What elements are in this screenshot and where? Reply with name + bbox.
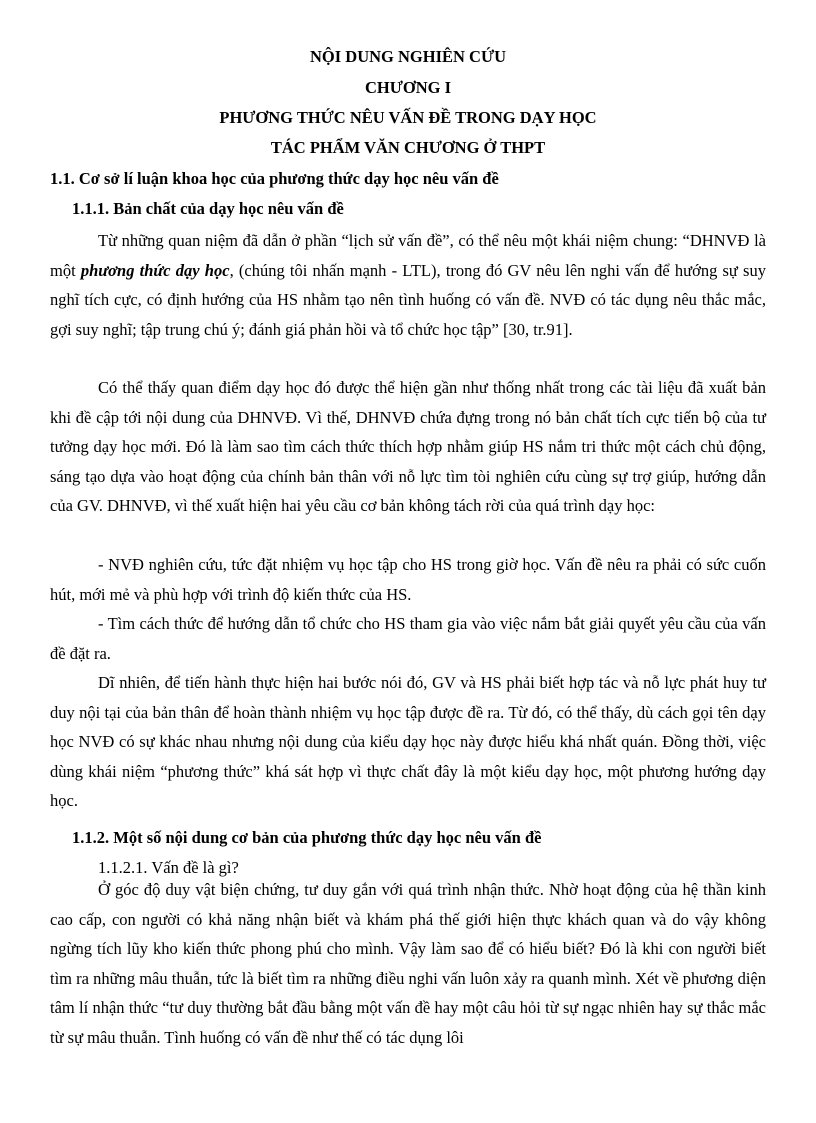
section-heading-1-1-1: 1.1.1. Bản chất của dạy học nêu vấn đề [72,199,344,218]
paragraph-5: Dĩ nhiên, để tiến hành thực hiện hai bước nói đó, GV và HS phải biết hợp tác và nỗ lực phát huy tư duy nội tại của bản thân để hoàn thành nhiệm vụ học tập được đề ra. Từ đó, có thể thấy, dù cách gọi tên dạy học NVĐ có sự khác nhau nhưng nội dung của kiểu dạy học này được hiểu khá nhất quán. Đồng thời, việc dùng khái niệm “phương thức” khá sát hợp vì thực chất đây là một kiểu dạy học, một phương hướng dạy học. [50,673,766,810]
chapter-title-line-1: PHƯƠNG THỨC NÊU VẤN ĐỀ TRONG DẠY HỌC [219,108,597,127]
document-title: NỘI DUNG NGHIÊN CỨU [309,47,507,66]
paragraph-1-text-after: , (chúng tôi nhấn mạnh - LTL), trong đó GV nêu lên nghi vấn để hướng sự suy nghĩ tích cực, có định hướng của HS nhằm tạo nên tình huống có vấn đề. NVĐ có tác dụng nêu thắc mắc, gợi suy nghĩ; tập trung chú ý; đánh giá phản hồi và tổ chức học tập” [30, tr.91]. [50,260,766,339]
paragraph-1-emphasis: phương thức dạy học [80,260,230,280]
paragraph-6: Ở góc độ duy vật biện chứng, tư duy gắn với quá trình nhận thức. Nhờ hoạt động của hệ thần kinh cao cấp, con người có khả năng nhận biết và khám phá thế giới hiện thực khách quan và do vậy không ngừng tích lũy kho kiến thức phong phú cho mình. Vậy làm sao để có hiểu biết? Đó là khi con người biết tìm ra những mâu thuẫn, tức là biết tìm ra những điều nghi vấn luôn xảy ra quanh mình. Xét về phương diện tâm lí nhận thức “tư duy thường bắt đầu bằng một vấn đề hay một câu hỏi từ sự ngạc nhiên hay sự thắc mắc từ sự mâu thuẫn. Tình huống có vấn đề như thế có tác dụng lôi [50,880,766,1047]
paragraph-3: - NVĐ nghiên cứu, tức đặt nhiệm vụ học tập cho HS trong giờ học. Vấn đề nêu ra phải có sức cuốn hút, mới mẻ và phù hợp với trình độ kiến thức của HS. [50,555,766,604]
section-heading-1-1-2-1: 1.1.2.1. Vấn đề là gì? [98,858,239,877]
chapter-label: CHƯƠNG I [364,78,451,97]
section-heading-1-1-2: 1.1.2. Một số nội dung cơ bản của phương thức dạy học nêu vấn đề [72,828,542,847]
paragraph-1 [50,226,766,344]
paragraph-1-text-before: Từ những quan niệm đã dẫn ở phần “lịch sử vấn đề”, có thể nêu một khái niệm chung: “DHNVĐ là một [50,231,766,280]
section-heading-1-1: 1.1. Cơ sở lí luận khoa học của phương thức dạy học nêu vấn đề [50,169,499,188]
chapter-title-line-2: TÁC PHẨM VĂN CHƯƠNG Ở THPT [270,138,546,157]
paragraph-4: - Tìm cách thức để hướng dẫn tổ chức cho HS tham gia vào việc nắm bắt giải quyết yêu cầu của vấn đề đặt ra. [50,614,766,663]
paragraph-2: Có thể thấy quan điểm dạy học đó được thể hiện gần như thống nhất trong các tài liệu đã xuất bản khi đề cập tới nội dung của DHNVĐ. Vì thế, DHNVĐ chứa đựng trong nó bản chất tích cực tiến bộ của tư tưởng dạy học mới. Đó là làm sao tìm cách thức thích hợp nhằm giúp HS nắm tri thức một cách chủ động, sáng tạo dựa vào hoạt động của chính bản thân với nỗ lực tìm tòi nghiên cứu cùng sự trợ giúp, hướng dẫn của GV. DHNVĐ, vì thế xuất hiện hai yêu cầu cơ bản không tách rời của quá trình dạy học: [50,378,766,515]
